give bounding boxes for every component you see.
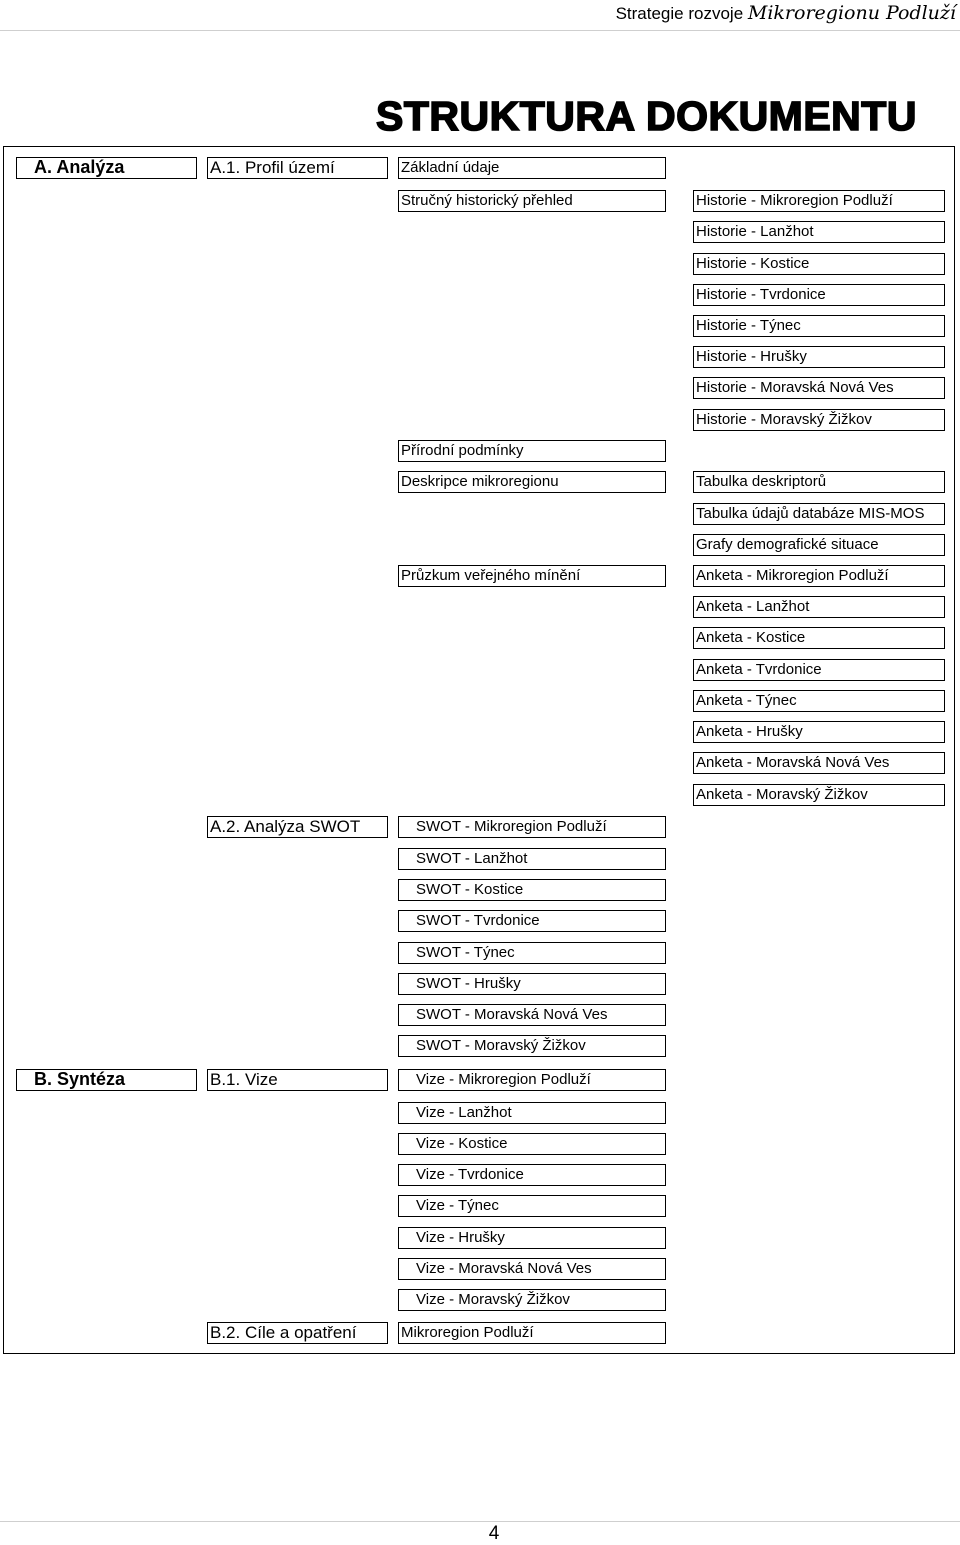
swot-item: SWOT - Hrušky (398, 973, 666, 995)
header-rule (0, 30, 960, 31)
profil-deskripce-box: Deskripce mikroregionu (398, 471, 666, 493)
profil-historicky-box: Stručný historický přehled (398, 190, 666, 212)
swot-item: SWOT - Lanžhot (398, 848, 666, 870)
anketa-item: Anketa - Moravský Žižkov (693, 784, 945, 806)
page-number: 4 (488, 1523, 500, 1544)
swot-item: SWOT - Tvrdonice (398, 910, 666, 932)
vize-item: Vize - Moravská Nová Ves (398, 1258, 666, 1280)
swot-item: SWOT - Mikroregion Podluží (398, 816, 666, 838)
swot-item: SWOT - Týnec (398, 942, 666, 964)
swot-item: SWOT - Moravská Nová Ves (398, 1004, 666, 1026)
profil-zakladni-box: Základní údaje (398, 157, 666, 179)
swot-item: SWOT - Kostice (398, 879, 666, 901)
historie-item: Historie - Mikroregion Podluží (693, 190, 945, 212)
subsection-b1-box: B.1. Vize (207, 1069, 388, 1091)
vize-item: Vize - Tvrdonice (398, 1164, 666, 1186)
subsection-a2-box: A.2. Analýza SWOT (207, 816, 388, 838)
anketa-item: Anketa - Hrušky (693, 721, 945, 743)
historie-item: Historie - Moravská Nová Ves (693, 377, 945, 399)
section-a-box: A. Analýza (16, 157, 197, 179)
historie-item: Historie - Kostice (693, 253, 945, 275)
historie-item: Historie - Hrušky (693, 346, 945, 368)
anketa-item: Anketa - Moravská Nová Ves (693, 752, 945, 774)
vize-item: Vize - Lanžhot (398, 1102, 666, 1124)
deskripce-item: Grafy demografické situace (693, 534, 945, 556)
vize-item: Vize - Moravský Žižkov (398, 1289, 666, 1311)
anketa-item: Anketa - Tvrdonice (693, 659, 945, 681)
vize-item: Vize - Kostice (398, 1133, 666, 1155)
running-header (616, 0, 956, 28)
anketa-item: Anketa - Mikroregion Podluží (693, 565, 945, 587)
subsection-a1-box: A.1. Profil území (207, 157, 388, 179)
vize-item: Vize - Mikroregion Podluží (398, 1069, 666, 1091)
anketa-item: Anketa - Kostice (693, 627, 945, 649)
header-prefix: Strategie rozvoje (615, 4, 744, 23)
header-script-title: Mikroregionu Podluží (747, 2, 956, 24)
vize-item: Vize - Týnec (398, 1195, 666, 1217)
section-b-box: B. Syntéza (16, 1069, 197, 1091)
deskripce-item: Tabulka deskriptorů (693, 471, 945, 493)
historie-item: Historie - Týnec (693, 315, 945, 337)
historie-item: Historie - Tvrdonice (693, 284, 945, 306)
historie-item: Historie - Moravský Žižkov (693, 409, 945, 431)
page-title: STRUKTURA DOKUMENTU (376, 93, 917, 139)
deskripce-item: Tabulka údajů databáze MIS-MOS (693, 503, 945, 525)
vize-item: Vize - Hrušky (398, 1227, 666, 1249)
anketa-item: Anketa - Lanžhot (693, 596, 945, 618)
subsection-b2-box: B.2. Cíle a opatření (207, 1322, 388, 1344)
profil-prirodni-box: Přírodní podmínky (398, 440, 666, 462)
profil-pruzkum-box: Průzkum veřejného mínění (398, 565, 666, 587)
historie-item: Historie - Lanžhot (693, 221, 945, 243)
swot-item: SWOT - Moravský Žižkov (398, 1035, 666, 1057)
cile-item: Mikroregion Podluží (398, 1322, 666, 1344)
anketa-item: Anketa - Týnec (693, 690, 945, 712)
footer-rule (0, 1521, 960, 1522)
